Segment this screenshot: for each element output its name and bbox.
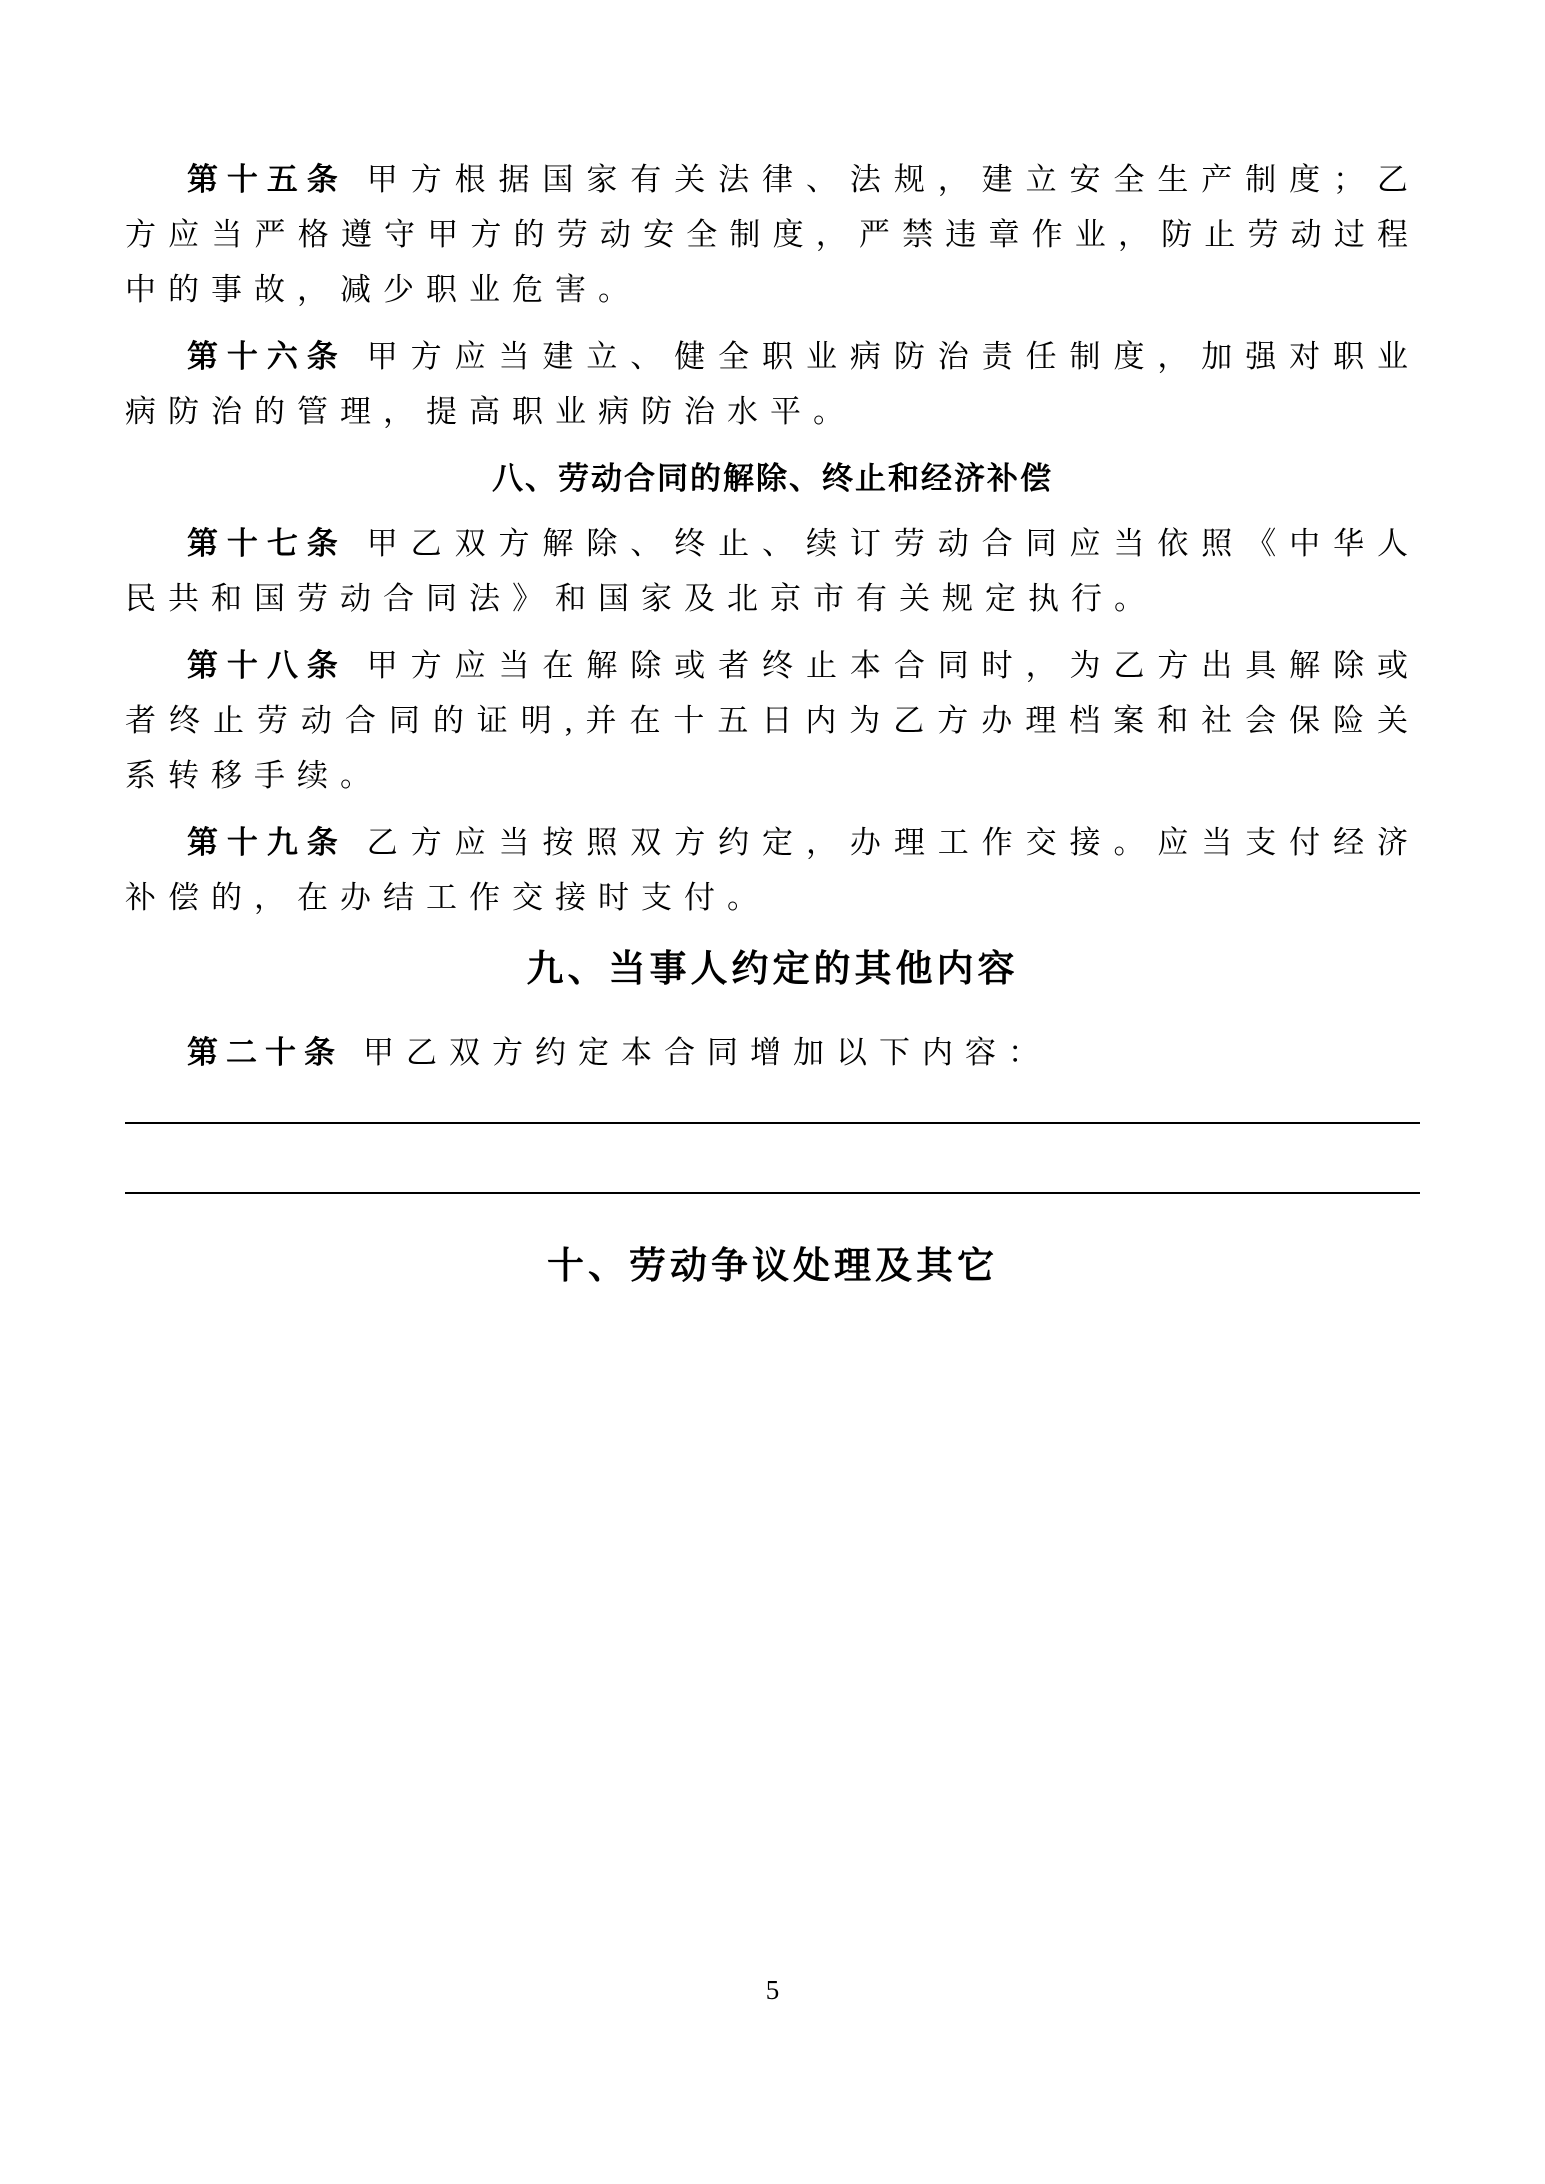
section-heading-10: 十、劳动争议处理及其它: [547, 1245, 998, 1286]
article-text: 甲方根据国家有关法律、法规，建立安全生产制度；乙方应当严格遵守甲方的劳动安全制度，严禁违章作业，防止劳动过程中的事故，减少职业危害。: [125, 162, 1421, 307]
article-text: 甲方应当在解除或者终止本合同时，为乙方出具解除或者终止劳动合同的证明,并在十五日内为乙方办理档案和社会保险关系转移手续。: [125, 648, 1421, 793]
article-paragraph-16: [125, 329, 1420, 439]
fill-in-line-2: [125, 1124, 1420, 1194]
section-heading-9: 九、当事人约定的其他内容: [526, 948, 1019, 989]
article-paragraph-18: [125, 638, 1420, 803]
article-number: 第十九条: [187, 825, 347, 860]
article-number: 第十七条: [187, 526, 347, 561]
article-paragraph-17: [125, 516, 1420, 626]
section-heading-8: 八、劳动合同的解除、终止和经济补偿: [492, 461, 1053, 496]
article-text: 甲方应当建立、健全职业病防治责任制度，加强对职业病防治的管理，提高职业病防治水平。: [125, 339, 1421, 429]
article-number: 第二十条: [187, 1035, 343, 1070]
article-paragraph-15: [125, 152, 1420, 317]
article-paragraph-20: [125, 1025, 1420, 1080]
article-text: 甲乙双方约定本合同增加以下内容：: [363, 1035, 1051, 1070]
article-text: 甲乙双方解除、终止、续订劳动合同应当依照《中华人民共和国劳动合同法》和国家及北京市有关规定执行。: [125, 526, 1421, 616]
article-text: 乙方应当按照双方约定，办理工作交接。应当支付经济补偿的，在办结工作交接时支付。: [125, 825, 1421, 915]
article-number: 第十五条: [187, 162, 347, 197]
article-number: 第十八条: [187, 648, 347, 683]
page-number: 5: [765, 1975, 780, 2005]
fill-in-line-1: [125, 1092, 1420, 1124]
article-number: 第十六条: [187, 339, 347, 374]
article-paragraph-19: [125, 815, 1420, 925]
